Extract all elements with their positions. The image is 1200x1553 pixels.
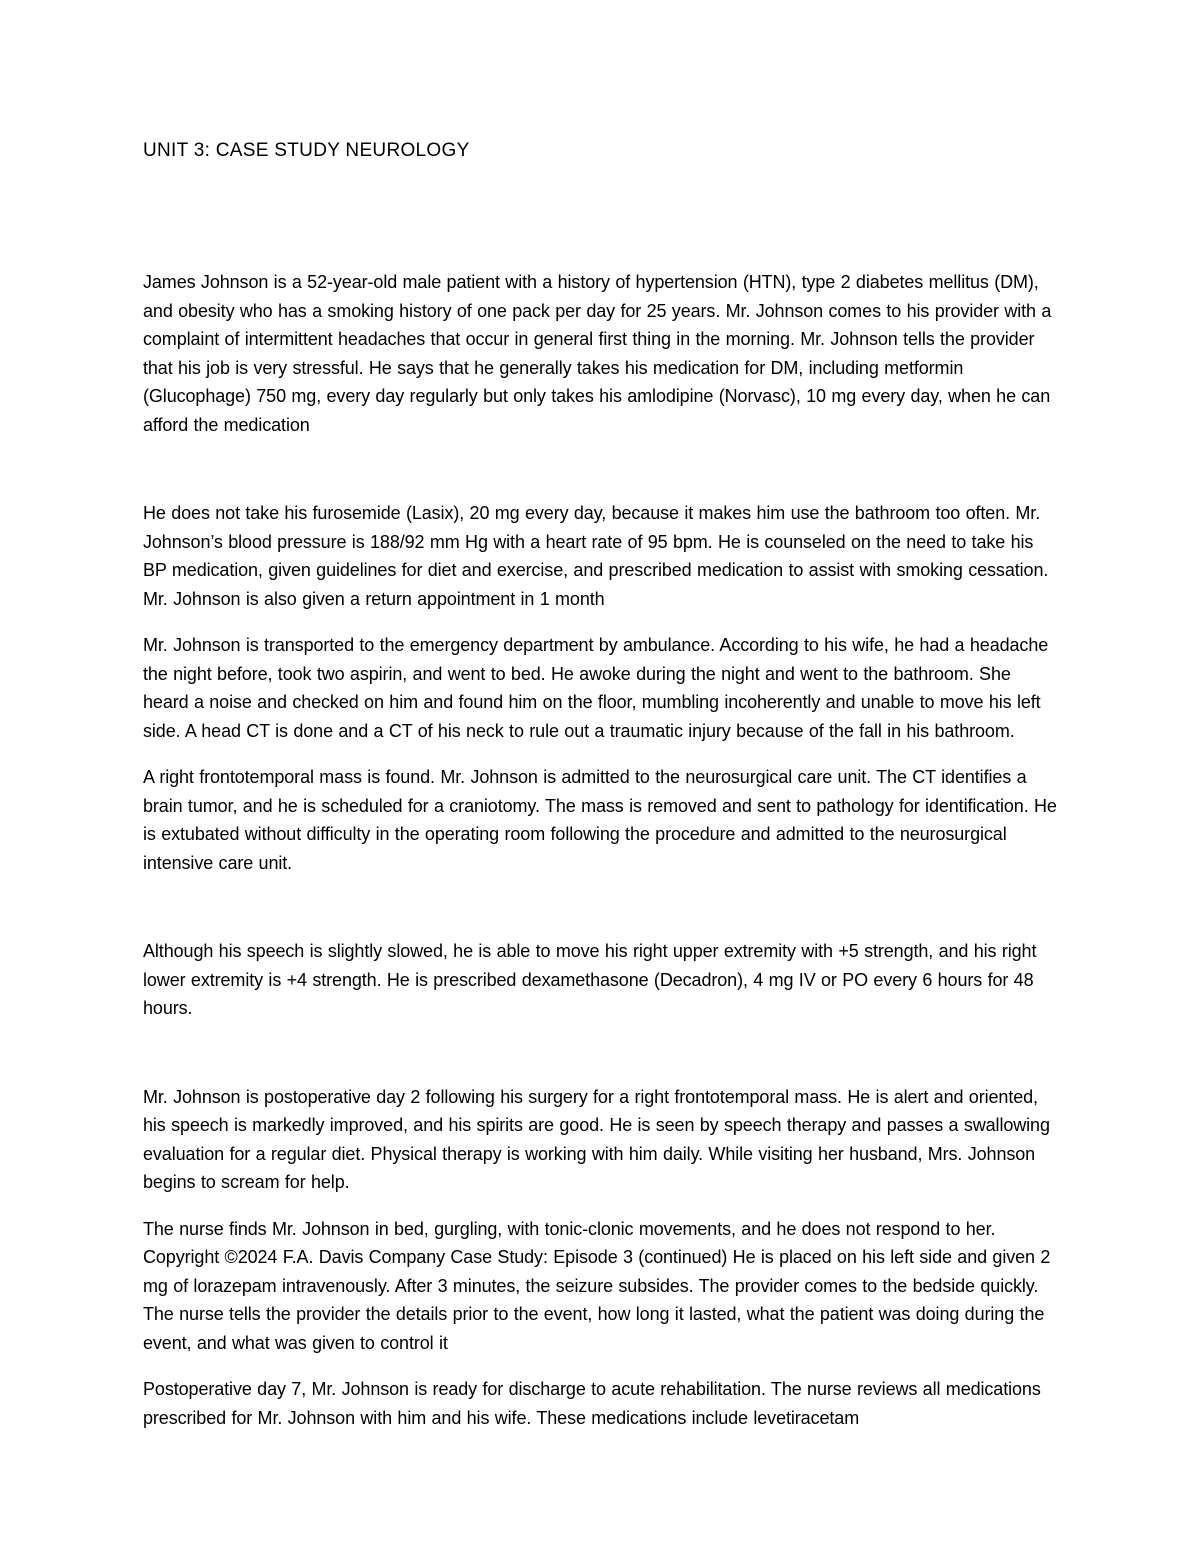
paragraph-postop-assessment: Although his speech is slightly slowed, he is able to move his right upper extremity with +5 strength, and his right lower extremity is +4 strength. He is prescribed dexamethasone (Decadron), 4 mg IV or PO every 6 hours for 48 hours. — [143, 941, 1037, 1018]
paragraph-patient-history: James Johnson is a 52-year-old male patient with a history of hypertension (HTN), type 2 diabetes mellitus (DM), and obesity who has a smoking history of one pack per day for 25 years. Mr. Johnson comes to his provider with a complaint of intermittent headaches that occur in general first thing in the morning. Mr. Johnson tells the provider that his job is very stressful. He says that he generally takes his medication for DM, including metformin (Glucophage) 750 mg, every day regularly but only takes his amlodipine (Norvasc), 10 mg every day, when he can afford the medication — [143, 272, 1052, 435]
paragraph-discharge: Postoperative day 7, Mr. Johnson is ready for discharge to acute rehabilitation. The nurse reviews all medications prescribed for Mr. Johnson with him and his wife. These medications include levetiracetam — [143, 1379, 1041, 1428]
paragraph-medication-compliance: He does not take his furosemide (Lasix), 20 mg every day, because it makes him use the bathroom too often. Mr. Johnson’s blood pressure is 188/92 mm Hg with a heart rate of 95 bpm. He is counseled on the need to take his BP medication, given guidelines for diet and exercise, and prescribed medication to assist with smoking cessation. Mr. Johnson is also given a return appointment in 1 month — [143, 503, 1049, 609]
paragraph-mass-found: A right frontotemporal mass is found. Mr. Johnson is admitted to the neurosurgical care unit. The CT identifies a brain tumor, and he is scheduled for a craniotomy. The mass is removed and sent to pathology for identification. He is extubated without difficulty in the operating room following the procedure and admitted to the neurosurgical intensive care unit. — [143, 767, 1057, 873]
paragraph-emergency-transport: Mr. Johnson is transported to the emergency department by ambulance. According to his wife, he had a headache the night before, took two aspirin, and went to bed. He awoke during the night and went to the bathroom. She heard a noise and checked on him and found him on the floor, mumbling incoherently and unable to move his left side. A head CT is done and a CT of his neck to rule out a traumatic injury because of the fall in his bathroom. — [143, 635, 1049, 741]
document-title: UNIT 3: CASE STUDY NEUROLOGY — [143, 140, 470, 161]
paragraph-postop-day-2: Mr. Johnson is postoperative day 2 following his surgery for a right frontotemporal mass. He is alert and oriented, his speech is markedly improved, and his spirits are good. He is seen by speech therapy and passes a swallowing evaluation for a regular diet. Physical therapy is working with him daily. While visiting her husband, Mrs. Johnson begins to scream for help. — [143, 1086, 1050, 1192]
paragraph-seizure-event: The nurse finds Mr. Johnson in bed, gurgling, with tonic-clonic movements, and he does not respond to her. Copyright ©2024 F.A. Davis Company Case Study: Episode 3 (continued) He is placed on his left side and given 2 mg of lorazepam intravenously. After 3 minutes, the seizure subsides. The provider comes to the bedside quickly. The nurse tells the provider the details prior to the event, how long it lasted, what the patient was doing during the event, and what was given to control it — [143, 1218, 1051, 1353]
